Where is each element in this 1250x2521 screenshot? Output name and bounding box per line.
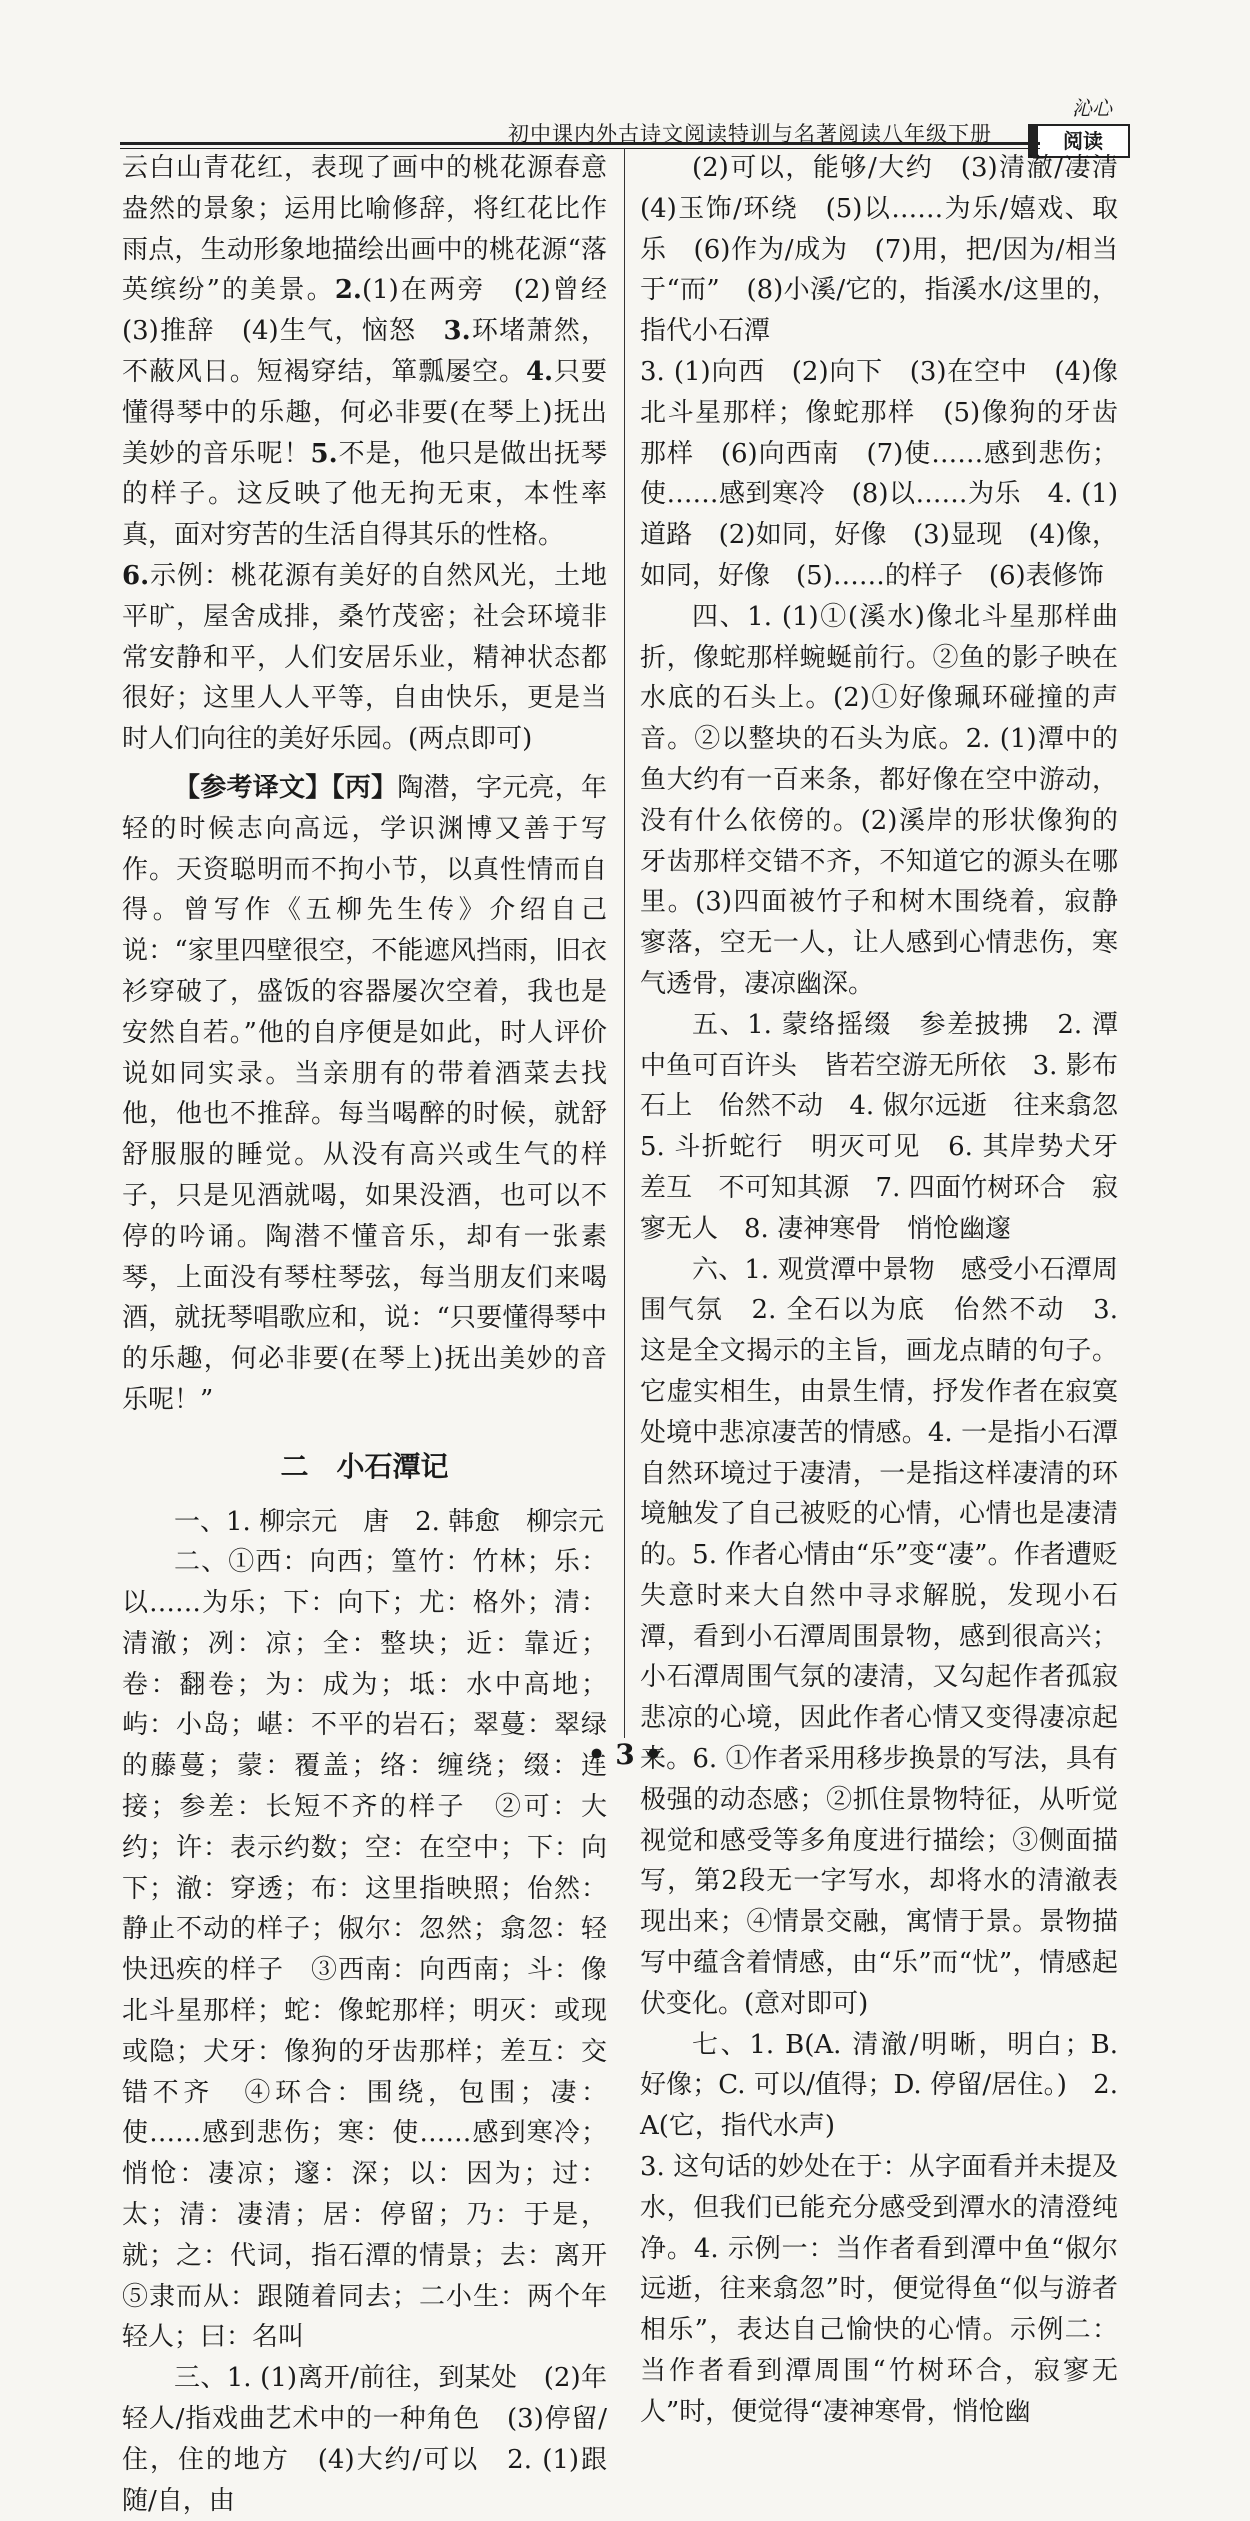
page-header [120, 96, 1130, 153]
header-script-logo: 沁心 [1072, 96, 1112, 120]
header-rule [120, 142, 1040, 145]
question-number: 4. [525, 356, 554, 387]
answer-group-2: 二、①西：向西；篁竹：竹林；乐：以……为乐；下：向下；尤：格外；清：清澈；冽：凉；全：整块；近：靠近；卷：翻卷；为：成为；坻：水中高地；屿：小岛；嵁：不平的岩石；翠蔓：翠绿的藤蔓；蒙：覆盖；络：缠绕；缀：连接；参差：长短不齐的样子 ②可：大约；许：表示约数；空：在空中；下：向下；澈：穿透；布：这里指映照；佁然：静止不动的样子；俶尔：忽然；翕忽：轻快迅疾的样子 ③西南：向西南；斗：像北斗星那样；蛇：像蛇那样；明灭：或现或隐；犬牙：像狗的牙齿那样；差互：交错不齐 ④环合：围绕，包围；凄：使……感到悲伤；寒：使……感到寒冷；悄怆：凄凉；邃：深；以：因为；过：太；清：凄清；居：停留；乃：于是，就；之：代词，指石潭的情景；去：离开 ⑤隶而从：跟随着同去；二小生：两个年轻人；曰：名叫 [122, 1547, 634, 2353]
answer-group-5: 五、1. 蒙络摇缀 参差披拂 2. 潭中鱼可百许头 皆若空游无所依 3. 影布石上 佁然不动 4. 俶尔远逝 往来翕忽 5. 斗折蛇行 明灭可见 6. 其岸势犬牙差互 不可知其源 7. 四面竹树环合 寂寥无人 8. 凄神寒骨 悄怆幽邃 [640, 1009, 1145, 1244]
left-column [122, 148, 634, 2521]
section-title: 二 小石潭记 [280, 1449, 449, 1483]
right-column [640, 148, 1145, 2433]
answer-group-6: 六、1. 观赏潭中景物 感受小石潭周围气氛 2. 全石以为底 佁然不动 3. 这是全文揭示的主旨，画龙点睛的句子。它虚实相生，由景生情，抒发作者在寂寞处境中悲凉凄苦的情感。4. 一是指小石潭自然环境过于凄清，一是指这样凄清的环境触发了自己被贬的心情，心情也是凄清的。5. 作者心情由“乐”变“凄”。作者遭贬失意时来大自然中寻求解脱，发现小石潭，看到小石潭周围景物，感到很高兴；小石潭周围气氛的凄清，又勾起作者孤寂悲凉的心境，因此作者心情又变得凄凉起来。6. ①作者采用移步换景的写法，具有极强的动态感；②抓住景物特征，从听觉视觉和感受等多角度进行描绘；③侧面描写，第2段无一字写水，却将水的清澈表现出来；④情景交融，寓情于景。景物描写中蕴含着情感，由“乐”而“忧”，情感起伏变化。(意对即可) [640, 1254, 1118, 2019]
answer-text: 只要懂得琴中的乐趣，何必非要(在琴上)抚出美妙的音乐呢！ [122, 356, 607, 469]
translation-label: 【参考译文】 [174, 772, 332, 803]
answer-text: 示例：桃花源有美好的自然风光，土地平旷，屋舍成排，桑竹茂密；社会环境非常安静和平，人们安居乐业，精神状态都很好；这里人人平等，自由快乐，更是当时人们向往的美好乐园。(两点即可) [122, 560, 607, 755]
answer-text: 不是，他只是做出抚琴的样子。这反映了他无拘无束，本性率真，面对穷苦的生活自得其乐的性格。 [122, 438, 607, 551]
answer-group-1: 一、1. 柳宗元 唐 2. 韩愈 柳宗元 [174, 1506, 605, 1537]
paragraph [122, 148, 634, 556]
translation-text: 陶潜，字元亮，年轻的时候志向高远，学识渊博又善于写作。天资聪明而不拘小节，以真性情而自得。曾写作《五柳先生传》介绍自己说：“家里四壁很空，不能遮风挡雨，旧衣衫穿破了，盛饭的容器屡次空着，我也是安然自若。”他的自序便是如此，时人评价说如同实录。当亲朋有的带着酒菜去找他，他也不推辞。每当喝醉的时候，就舒舒服服的睡觉。从没有高兴或生气的样子，只是见酒就喝，如果没酒，也可以不停的吟诵。陶潜不懂音乐，却有一张素琴，上面没有琴柱琴弦，每当朋友们来喝酒，就抚琴唱歌应和，说：“只要懂得琴中的乐趣，何必非要(在琴上)抚出美妙的音乐呢！” [122, 772, 607, 1415]
translation-paragraph [122, 768, 607, 1421]
page-number: • 3 • [587, 1738, 663, 1771]
header-tab-label: 阅读 [1028, 124, 1130, 158]
answer-paragraph: 3. (1)向西 (2)向下 (3)在空中 (4)像北斗星那样；像蛇那样 (5)像狗的牙齿那样 (6)向西南 (7)使……感到悲伤；使……感到寒冷 (8)以……为乐 4. (1)道路 (2)如同，好像 (3)显现 (4)像，如同，好像 (5)……的样子 (6)表修饰 [640, 356, 1118, 591]
answer-group-4: 四、1. (1)①(溪水)像北斗星那样曲折，像蛇那样蜿蜒前行。②鱼的影子映在水底的石头上。(2)①好像珮环碰撞的声音。②以整块的石头为底。2. (1)潭中的鱼大约有一百来条，都好像在空中游动，没有什么依傍的。(2)溪岸的形状像狗的牙齿那样交错不齐，不知道它的源头在哪里。(3)四面被竹子和树木围绕着，寂静寥落，空无一人，让人感到心情悲伤，寒气透骨，凄凉幽深。 [640, 601, 1118, 999]
translation-tag: 【丙】 [331, 772, 398, 803]
paragraph [122, 556, 607, 760]
question-number: 3. [443, 316, 471, 347]
answer-text: 环堵萧然，不蔽风日。短褐穿结，箪瓢屡空。 [122, 316, 607, 387]
answer-group-7: 七、1. B(A. 清澈/明晰，明白；B. 好像；C. 可以/值得；D. 停留/居住。) 2. A(它，指代水声) [640, 2029, 1118, 2142]
answer-text: (1)在两旁 (2)曾经 (3)推辞 (4)生气，恼怒 [122, 275, 634, 347]
column-divider [624, 148, 625, 1738]
answer-paragraph: (2)可以，能够/大约 (3)清澈/凄清 (4)玉饰/环绕 (5)以……为乐/嬉戏、取乐 (6)作为/成为 (7)用，把/因为/相当于“而” (8)小溪/它的，指溪水/这里的，指代小石潭 [640, 153, 1145, 347]
question-number: 6. [122, 560, 150, 591]
answer-text: 云白山青花红，表现了画中的桃花源春意盎然的景象；运用比喻修辞，将红花比作雨点，生动形象地描绘出画中的桃花源“落英缤纷”的美景。 [122, 153, 607, 306]
answer-group-3: 三、1. (1)离开/前往，到某处 (2)年轻人/指戏曲艺术中的一种角色 (3)停留/住，住的地方 (4)大约/可以 2. (1)跟随/自，由 [122, 2363, 607, 2516]
book-title: 初中课内外古诗文阅读特训与名著阅读八年级下册 [508, 122, 992, 146]
question-number: 5. [310, 438, 338, 469]
answer-paragraph: 3. 这句话的妙处在于：从字面看并未提及水，但我们已能充分感受到潭水的清澄纯净。4. 示例一：当作者看到潭中鱼“俶尔远逝，往来翕忽”时，便觉得鱼“似与游者相乐”，表达自己愉快的心情。示例二：当作者看到潭周围“竹树环合，寂寥无人”时，便觉得“凄神寒骨，悄怆幽 [640, 2152, 1118, 2427]
question-number: 2. [334, 275, 362, 306]
